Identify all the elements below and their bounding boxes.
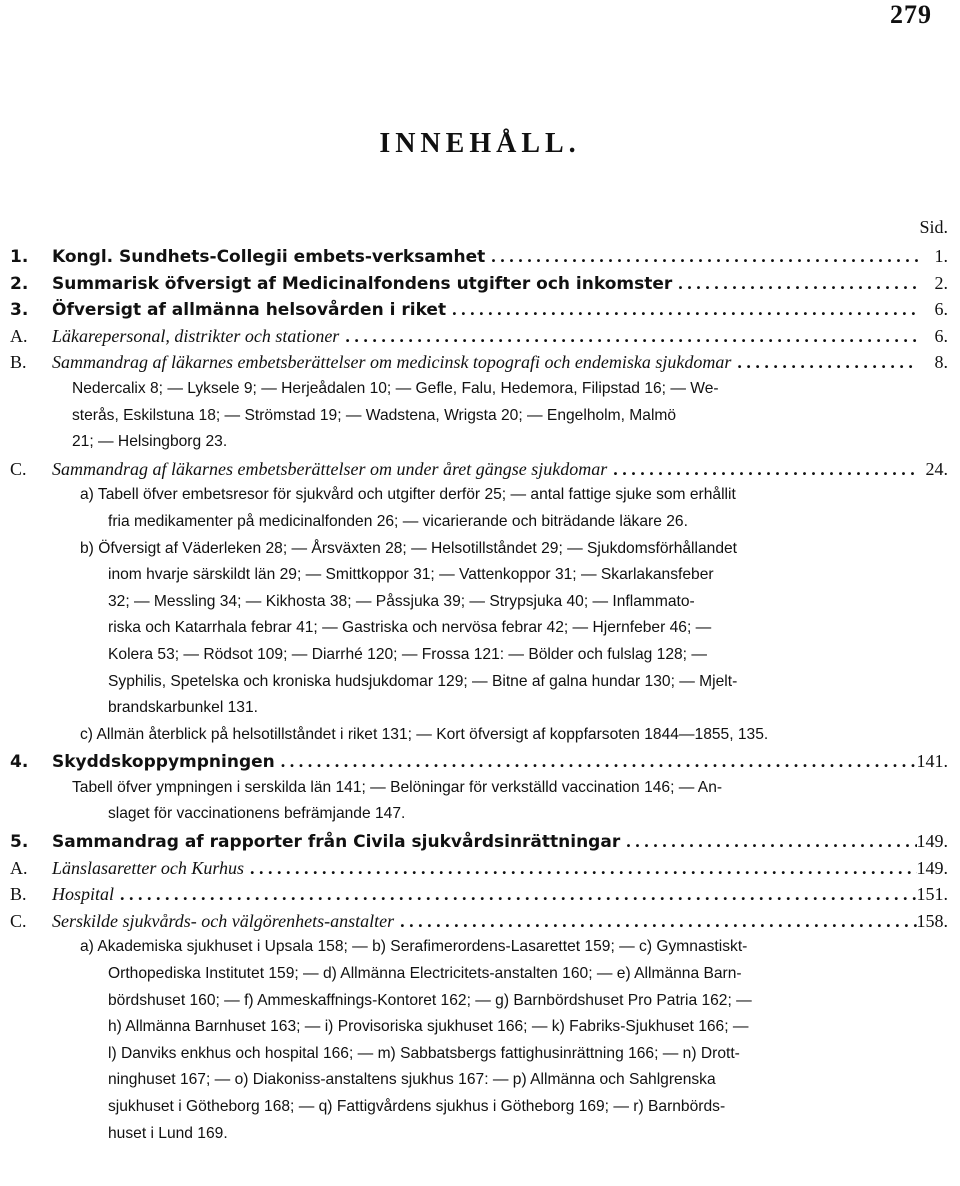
toc-detail-c-b [10,536,948,722]
page-column-label: Sid. [919,217,948,237]
toc-entry-page: 8. [934,352,948,373]
toc-entry-number: 5. [10,832,29,853]
toc-entry-label: Sammandrag af rapporter från Civila sjukvårdsinrättningar [52,832,621,853]
table-of-contents [10,243,948,1147]
toc-entry-label: Kongl. Sundhets-Collegii embets-verksamhet [52,247,486,267]
dot-leader [446,296,918,323]
toc-detail-c-a [10,482,948,535]
toc-entry-page: 6. [934,299,948,320]
dot-leader [672,270,918,297]
toc-entry-number: A. [10,325,28,346]
toc-detail-vaccination [10,775,948,828]
toc-entry-5b[interactable] [10,881,948,908]
toc-entry-page: 2. [934,272,948,293]
dot-leader [620,828,916,855]
detail-line: Nedercalix 8; — Lyksele 9; — Herjeådalen 10; — Gefle, Falu, Hedemora, Filipstad 16; — We- [72,379,719,397]
toc-entry-3b[interactable] [10,349,948,376]
detail-line: a) Akademiska sjukhuset i Upsala 158; — b) Serafimerordens-Lasarettet 159; — c) Gymnastiskt- [80,938,748,956]
detail-line: riska och Katarrhala febrar 41; — Gastriska och nervösa febrar 42; — Hjernfeber 46; — [108,619,712,637]
toc-entry-page: 151. [916,884,948,905]
detail-line: Orthopediska Institutet 159; — d) Allmänna Electricitets-anstalten 160; — e) Allmänna Barn- [108,965,742,983]
toc-entry-5[interactable] [10,828,948,855]
toc-entry-page: 141. [916,751,948,772]
page-title: INNEHÅLL. [379,128,581,159]
toc-entry-2[interactable] [10,270,948,297]
detail-line: fria medikamenter på medicinalfonden 26; — vicarierande och biträdande läkare 26. [108,512,688,530]
toc-entry-page: 24. [925,458,948,479]
detail-line: a) Tabell öfver embetsresor för sjukvård och utgifter derför 25; — antal fattige sjuke som erhållit [80,486,736,504]
toc-entry-page: 158. [916,910,948,931]
dot-leader [275,748,917,775]
toc-entry-label: Sammandrag af läkarnes embetsberättelser om under året gängse sjukdomar [52,458,608,479]
toc-detail-institutions [10,934,948,1147]
detail-line: Tabell öfver ympningen i serskilda län 141; — Belöningar för verkställd vaccination 146; — An- [72,778,723,796]
toc-entry-label: Sammandrag af läkarnes embetsberättelser om medicinsk topografi och endemiska sjukdomar [52,352,732,373]
toc-entry-number: B. [10,352,27,373]
toc-entry-number: 3. [10,300,29,321]
toc-entry-number: B. [10,884,27,905]
detail-line: Kolera 53; — Rödsot 109; — Diarrhé 120; — Frossa 121: — Bölder och fulslag 128; — [108,645,707,663]
detail-line: 21; — Helsingborg 23. [72,433,228,451]
dot-leader [244,855,916,882]
toc-entry-3a[interactable] [10,323,948,350]
detail-line: ninghuset 167; — o) Diakoniss-anstaltens sjukhus 167: — p) Allmänna och Sahlgrenska [108,1071,716,1089]
toc-entry-page: 6. [934,325,948,346]
detail-line: 32; — Messling 34; — Kikhosta 38; — Påssjuka 39; — Strypsjuka 40; — Inflammato- [108,592,695,610]
dot-leader [485,243,918,270]
dot-leader [607,456,918,483]
detail-line: h) Allmänna Barnhuset 163; — i) Provisoriska sjukhuset 166; — k) Fabriks-Sjukhuset 166; — [108,1018,749,1036]
toc-entry-4[interactable] [10,748,948,775]
toc-entry-5c[interactable] [10,908,948,935]
detail-line: l) Danviks enkhus och hospital 166; — m) Sabbatsbergs fattighusinrättning 166; — n) Drott- [108,1044,740,1062]
detail-line: sterås, Eskilstuna 18; — Strömstad 19; — Wadstena, Wrigsta 20; — Engelholm, Malmö [72,406,677,424]
toc-entry-number: A. [10,857,28,878]
toc-entry-label: Serskilde sjukvårds- och välgörenhets-anstalter [52,910,395,931]
detail-line: sjukhuset i Götheborg 168; — q) Fattigvårdens sjukhus i Götheborg 169; — r) Barnbörds- [108,1098,726,1115]
detail-line: huset i Lund 169. [108,1124,228,1142]
toc-entry-page: 149. [916,831,948,852]
dot-leader [114,881,916,908]
toc-entry-number: C. [10,458,27,479]
toc-entry-page: 149. [916,857,948,878]
toc-entry-3c[interactable] [10,456,948,483]
detail-line: c) Allmän återblick på helsotillståndet i riket 131; — Kort öfversigt af koppfarsoten 1844—1855, 135. [80,725,769,743]
toc-entry-number: 4. [10,752,29,773]
toc-entry-1[interactable] [10,243,948,270]
toc-entry-label: Läkarepersonal, distrikter och stationer [52,325,340,346]
toc-entry-label: Summarisk öfversigt af Medicinalfondens utgifter och inkomster [52,273,673,294]
detail-line: Syphilis, Spetelska och kroniska hudsjukdomar 129; — Bitne af galna hundar 130; — Mjelt- [108,672,738,690]
dot-leader [339,323,918,350]
toc-entry-number: C. [10,910,27,931]
toc-detail-topography [10,376,948,456]
detail-line: inom hvarje särskildt län 29; — Smittkoppor 31; — Vattenkoppor 31; — Skarlakansfeber [108,566,714,584]
toc-entry-number: 1. [10,247,29,267]
toc-entry-number: 2. [10,273,29,294]
dot-leader [394,908,916,935]
detail-line: slaget för vaccinationens befrämjande 147. [108,805,406,823]
toc-entry-label: Hospital [52,884,115,905]
toc-entry-3[interactable] [10,296,948,323]
toc-entry-label: Skyddskoppympningen [52,752,275,773]
page-number: 279 [890,0,932,29]
toc-entry-label: Öfversigt af allmänna helsovården i riket [52,300,447,321]
detail-line: b) Öfversigt af Väderleken 28; — Årsväxten 28; — Helsotillståndet 29; — Sjukdomsförhållandet [80,539,737,557]
detail-line: bördshuset 160; — f) Ammeskaffnings-Kontoret 162; — g) Barnbördshuset Pro Patria 162; — [108,991,752,1009]
detail-line: brandskarbunkel 131. [108,699,258,717]
toc-detail-c-c [10,722,948,749]
toc-entry-page: 1. [934,246,948,266]
dot-leader [731,349,918,376]
toc-entry-label: Länslasaretter och Kurhus [52,857,245,878]
toc-entry-5a[interactable] [10,855,948,882]
